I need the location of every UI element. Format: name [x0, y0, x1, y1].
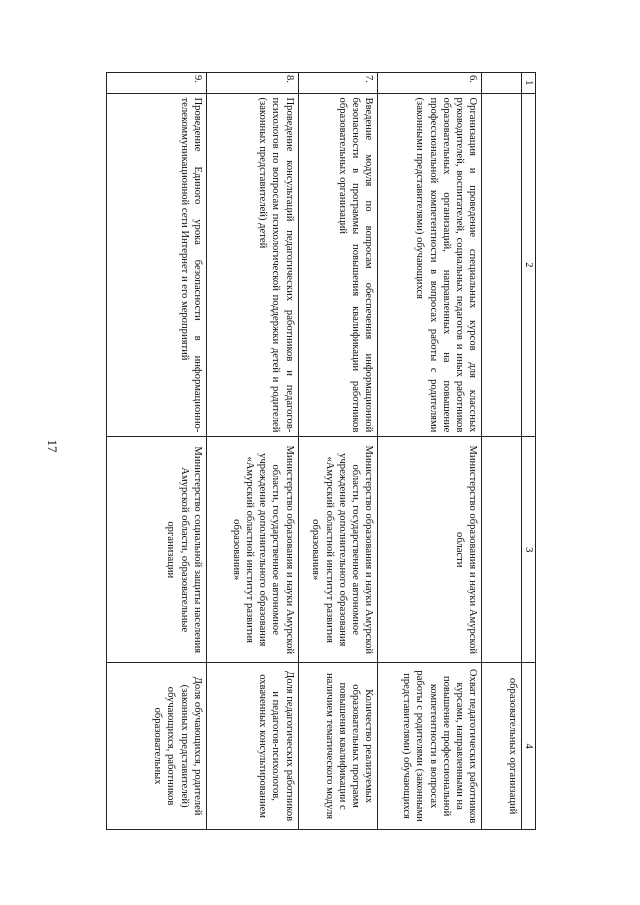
- row-executor: Министерство социальной защиты населения Амурской области, образовательные организации: [107, 437, 207, 663]
- row-executor: Министерство образования и науки Амурской области, государственное автономное учреждение дополнительного образования «Амурский областной институт развития образования»: [206, 437, 298, 663]
- row-indicator: Количество реализуемых образовательных программ повышения квалификации с наличием тематического модуля: [298, 663, 378, 830]
- table-sheet: [106, 72, 536, 830]
- table-row: [107, 73, 207, 830]
- row-number: 9.: [107, 73, 207, 94]
- header-col-1: 1: [521, 73, 535, 94]
- row-number: 8.: [206, 73, 298, 94]
- continuation-row: [482, 73, 521, 830]
- header-col-2: 2: [521, 93, 535, 437]
- row-indicator: Доля обучающихся, родителей (законных представителей) обучающихся, работников образовательных: [107, 663, 207, 830]
- page-number: 17: [45, 439, 60, 453]
- table-row: [378, 73, 482, 830]
- row-activity: Организация и проведение специальных курсов для классных руководителей, воспитателей, социальных педагогов и иных работников образовательных организаций, направленных на повышение профессиональной компетентности в вопросах работы с родителями (законными представителями) обучающихся: [378, 93, 482, 437]
- row-activity: Введение модуля по вопросам обеспечения информационной безопасности в программы повышения квалификации работников образовательных организаций: [298, 93, 378, 437]
- row-activity: Проведение Единого урока безопасности в информационно-телекоммуникационной сети Интернет и его мероприятий: [107, 93, 207, 437]
- activities-table: [106, 72, 536, 830]
- header-col-4: 4: [521, 663, 535, 830]
- row-indicator: Доля педагогических работников и педагогов-психологов, охваченных консультированием: [206, 663, 298, 830]
- row-executor: Министерство образования и науки Амурской области: [378, 437, 482, 663]
- rotated-table-wrapper: [106, 72, 536, 830]
- continuation-cell-1: [482, 73, 521, 94]
- table-row: [206, 73, 298, 830]
- table-header-row: [521, 73, 535, 830]
- continuation-cell-2: [482, 93, 521, 437]
- row-executor: Министерство образования и науки Амурской области, государственное автономное учреждение дополнительного образования «Амурский областной институт развития образования»: [298, 437, 378, 663]
- row-activity: Проведение консультаций педагогических работников и педагогов-психологов по вопросам психологической поддержки детей и родителей (законных представителей) детей: [206, 93, 298, 437]
- continuation-indicator: образовательных организаций: [482, 663, 521, 830]
- header-col-3: 3: [521, 437, 535, 663]
- row-number: 7.: [298, 73, 378, 94]
- table-row: [298, 73, 378, 830]
- row-number: 6.: [378, 73, 482, 94]
- continuation-cell-3: [482, 437, 521, 663]
- row-indicator: Охват педагогических работников курсами, направленными на повышение профессиональной компетентности в вопросах работы с родителями (законными представителями) обучающихся: [378, 663, 482, 830]
